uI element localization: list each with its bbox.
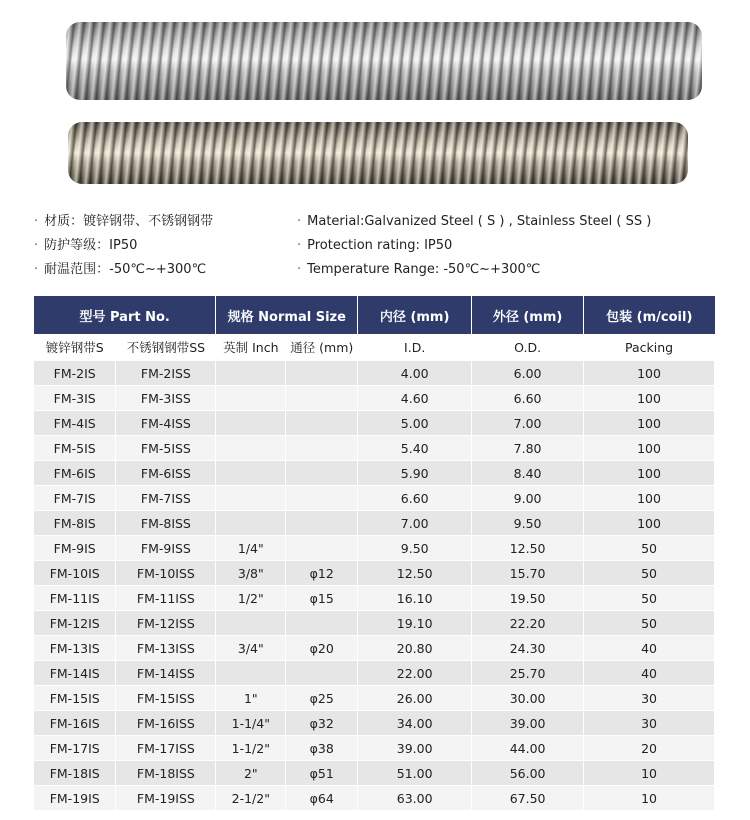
cell-metric bbox=[286, 486, 358, 511]
table-row bbox=[34, 361, 715, 386]
cell-metric bbox=[286, 511, 358, 536]
cell-id: 5.90 bbox=[358, 461, 472, 486]
cell-inch: 1/4" bbox=[216, 536, 286, 561]
cell-packing: 100 bbox=[584, 511, 715, 536]
cell-metric bbox=[286, 461, 358, 486]
cell-part-stainless: FM-19ISS bbox=[116, 786, 216, 811]
table-row bbox=[34, 586, 715, 611]
header-packing: 包装 (m/coil) bbox=[584, 296, 715, 334]
cell-od: 6.60 bbox=[472, 386, 584, 411]
table-row bbox=[34, 611, 715, 636]
cell-part-stainless: FM-2ISS bbox=[116, 361, 216, 386]
spec-material-cn: · 材质：镀锌钢带、不锈钢钢带 bbox=[34, 210, 213, 234]
cell-id: 39.00 bbox=[358, 736, 472, 761]
table-row bbox=[34, 511, 715, 536]
cell-metric: φ25 bbox=[286, 686, 358, 711]
cell-metric bbox=[286, 611, 358, 636]
table-row bbox=[34, 436, 715, 461]
cell-part-galvanized: FM-15IS bbox=[34, 686, 116, 711]
cell-part-galvanized: FM-9IS bbox=[34, 536, 116, 561]
cell-packing: 50 bbox=[584, 561, 715, 586]
spec-temperature-cn: · 耐温范围：-50℃~+300℃ bbox=[34, 258, 213, 282]
cell-od: 15.70 bbox=[472, 561, 584, 586]
cell-inch bbox=[216, 461, 286, 486]
cell-id: 26.00 bbox=[358, 686, 472, 711]
cell-part-galvanized: FM-11IS bbox=[34, 586, 116, 611]
cell-packing: 50 bbox=[584, 536, 715, 561]
cell-metric bbox=[286, 661, 358, 686]
cell-id: 51.00 bbox=[358, 761, 472, 786]
cell-inch bbox=[216, 411, 286, 436]
table-row bbox=[34, 536, 715, 561]
cell-part-galvanized: FM-19IS bbox=[34, 786, 116, 811]
cell-inch bbox=[216, 486, 286, 511]
cell-part-stainless: FM-10ISS bbox=[116, 561, 216, 586]
cell-packing: 10 bbox=[584, 786, 715, 811]
cell-inch: 1-1/4" bbox=[216, 711, 286, 736]
cell-od: 44.00 bbox=[472, 736, 584, 761]
cell-part-galvanized: FM-6IS bbox=[34, 461, 116, 486]
subheader-stainless: 不锈钢钢带SS bbox=[116, 334, 216, 361]
table-row bbox=[34, 461, 715, 486]
cell-inch: 2" bbox=[216, 761, 286, 786]
cell-part-galvanized: FM-3IS bbox=[34, 386, 116, 411]
cell-id: 19.10 bbox=[358, 611, 472, 636]
stainless-hose-image bbox=[68, 122, 688, 184]
cell-inch bbox=[216, 611, 286, 636]
cell-metric: φ64 bbox=[286, 786, 358, 811]
subheader-metric: 通径 (mm) bbox=[286, 334, 358, 361]
cell-part-stainless: FM-9ISS bbox=[116, 536, 216, 561]
table-row bbox=[34, 661, 715, 686]
cell-od: 7.80 bbox=[472, 436, 584, 461]
cell-od: 6.00 bbox=[472, 361, 584, 386]
galvanized-hose-image bbox=[66, 22, 702, 100]
cell-id: 12.50 bbox=[358, 561, 472, 586]
spec-material-en: · Material:Galvanized Steel ( S ) , Stainless Steel ( SS ) bbox=[297, 210, 651, 234]
cell-metric bbox=[286, 436, 358, 461]
header-normal-size: 规格 Normal Size bbox=[216, 296, 358, 334]
cell-metric: φ12 bbox=[286, 561, 358, 586]
table-row bbox=[34, 761, 715, 786]
table-row bbox=[34, 736, 715, 761]
subheader-id: I.D. bbox=[358, 334, 472, 361]
cell-id: 6.60 bbox=[358, 486, 472, 511]
cell-inch bbox=[216, 436, 286, 461]
cell-part-stainless: FM-18ISS bbox=[116, 761, 216, 786]
cell-id: 5.00 bbox=[358, 411, 472, 436]
spec-protection-en: · Protection rating: IP50 bbox=[297, 234, 651, 258]
cell-id: 4.60 bbox=[358, 386, 472, 411]
cell-id: 16.10 bbox=[358, 586, 472, 611]
table-row bbox=[34, 636, 715, 661]
cell-id: 5.40 bbox=[358, 436, 472, 461]
subheader-galvanized: 镀锌钢带S bbox=[34, 334, 116, 361]
cell-part-galvanized: FM-7IS bbox=[34, 486, 116, 511]
header-part-no: 型号 Part No. bbox=[34, 296, 216, 334]
cell-metric: φ15 bbox=[286, 586, 358, 611]
cell-od: 24.30 bbox=[472, 636, 584, 661]
cell-inch: 1-1/2" bbox=[216, 736, 286, 761]
cell-packing: 20 bbox=[584, 736, 715, 761]
spec-temperature-en: · Temperature Range: -50℃~+300℃ bbox=[297, 258, 651, 282]
cell-inch bbox=[216, 361, 286, 386]
cell-part-stainless: FM-14ISS bbox=[116, 661, 216, 686]
cell-packing: 100 bbox=[584, 486, 715, 511]
cell-inch: 3/4" bbox=[216, 636, 286, 661]
cell-metric: φ51 bbox=[286, 761, 358, 786]
cell-od: 25.70 bbox=[472, 661, 584, 686]
table-row bbox=[34, 486, 715, 511]
cell-part-galvanized: FM-17IS bbox=[34, 736, 116, 761]
table-row bbox=[34, 561, 715, 586]
cell-od: 56.00 bbox=[472, 761, 584, 786]
cell-od: 22.20 bbox=[472, 611, 584, 636]
cell-packing: 100 bbox=[584, 411, 715, 436]
cell-packing: 100 bbox=[584, 436, 715, 461]
cell-part-stainless: FM-12ISS bbox=[116, 611, 216, 636]
cell-od: 19.50 bbox=[472, 586, 584, 611]
table-row bbox=[34, 411, 715, 436]
cell-inch bbox=[216, 661, 286, 686]
subheader-od: O.D. bbox=[472, 334, 584, 361]
spec-protection-cn: · 防护等级：IP50 bbox=[34, 234, 213, 258]
cell-od: 30.00 bbox=[472, 686, 584, 711]
cell-id: 7.00 bbox=[358, 511, 472, 536]
table-row bbox=[34, 711, 715, 736]
cell-part-stainless: FM-6ISS bbox=[116, 461, 216, 486]
cell-part-stainless: FM-11ISS bbox=[116, 586, 216, 611]
cell-part-galvanized: FM-8IS bbox=[34, 511, 116, 536]
cell-od: 9.00 bbox=[472, 486, 584, 511]
cell-packing: 30 bbox=[584, 686, 715, 711]
cell-packing: 50 bbox=[584, 611, 715, 636]
cell-part-stainless: FM-3ISS bbox=[116, 386, 216, 411]
cell-od: 39.00 bbox=[472, 711, 584, 736]
cell-metric bbox=[286, 411, 358, 436]
cell-part-galvanized: FM-4IS bbox=[34, 411, 116, 436]
cell-id: 22.00 bbox=[358, 661, 472, 686]
cell-id: 4.00 bbox=[358, 361, 472, 386]
cell-part-galvanized: FM-16IS bbox=[34, 711, 116, 736]
cell-part-galvanized: FM-5IS bbox=[34, 436, 116, 461]
cell-part-stainless: FM-7ISS bbox=[116, 486, 216, 511]
cell-metric bbox=[286, 386, 358, 411]
cell-od: 7.00 bbox=[472, 411, 584, 436]
cell-part-galvanized: FM-10IS bbox=[34, 561, 116, 586]
cell-od: 9.50 bbox=[472, 511, 584, 536]
cell-metric bbox=[286, 536, 358, 561]
cell-packing: 50 bbox=[584, 586, 715, 611]
cell-inch: 3/8" bbox=[216, 561, 286, 586]
cell-metric bbox=[286, 361, 358, 386]
cell-part-galvanized: FM-2IS bbox=[34, 361, 116, 386]
cell-metric: φ20 bbox=[286, 636, 358, 661]
cell-od: 8.40 bbox=[472, 461, 584, 486]
table-row bbox=[34, 686, 715, 711]
parts-table bbox=[34, 296, 715, 811]
cell-part-galvanized: FM-14IS bbox=[34, 661, 116, 686]
cell-metric: φ38 bbox=[286, 736, 358, 761]
cell-metric: φ32 bbox=[286, 711, 358, 736]
cell-part-stainless: FM-17ISS bbox=[116, 736, 216, 761]
cell-id: 34.00 bbox=[358, 711, 472, 736]
cell-part-galvanized: FM-18IS bbox=[34, 761, 116, 786]
cell-inch: 1" bbox=[216, 686, 286, 711]
cell-inch bbox=[216, 511, 286, 536]
specs-chinese bbox=[34, 210, 213, 282]
subheader-inch: 英制 Inch bbox=[216, 334, 286, 361]
table-row bbox=[34, 786, 715, 811]
cell-part-stainless: FM-8ISS bbox=[116, 511, 216, 536]
cell-packing: 100 bbox=[584, 461, 715, 486]
cell-id: 63.00 bbox=[358, 786, 472, 811]
specs-english bbox=[297, 210, 651, 282]
table-subheader-row bbox=[34, 334, 715, 361]
cell-packing: 100 bbox=[584, 386, 715, 411]
subheader-packing: Packing bbox=[584, 334, 715, 361]
cell-inch bbox=[216, 386, 286, 411]
table-row bbox=[34, 386, 715, 411]
cell-od: 12.50 bbox=[472, 536, 584, 561]
cell-part-stainless: FM-4ISS bbox=[116, 411, 216, 436]
cell-id: 9.50 bbox=[358, 536, 472, 561]
cell-part-stainless: FM-16ISS bbox=[116, 711, 216, 736]
cell-packing: 100 bbox=[584, 361, 715, 386]
header-od: 外径 (mm) bbox=[472, 296, 584, 334]
cell-inch: 2-1/2" bbox=[216, 786, 286, 811]
cell-inch: 1/2" bbox=[216, 586, 286, 611]
cell-part-stainless: FM-5ISS bbox=[116, 436, 216, 461]
table-header-row bbox=[34, 296, 715, 334]
cell-packing: 40 bbox=[584, 636, 715, 661]
cell-packing: 10 bbox=[584, 761, 715, 786]
cell-part-stainless: FM-15ISS bbox=[116, 686, 216, 711]
cell-part-galvanized: FM-13IS bbox=[34, 636, 116, 661]
cell-part-galvanized: FM-12IS bbox=[34, 611, 116, 636]
cell-part-stainless: FM-13ISS bbox=[116, 636, 216, 661]
cell-packing: 40 bbox=[584, 661, 715, 686]
header-id: 内径 (mm) bbox=[358, 296, 472, 334]
cell-packing: 30 bbox=[584, 711, 715, 736]
cell-id: 20.80 bbox=[358, 636, 472, 661]
cell-od: 67.50 bbox=[472, 786, 584, 811]
